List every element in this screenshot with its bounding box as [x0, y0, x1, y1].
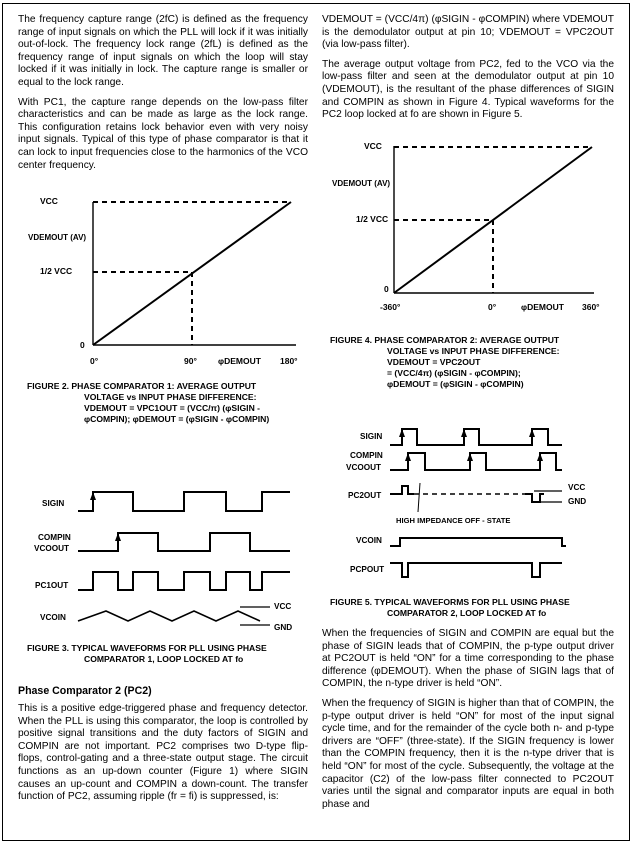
fig5-caption-line1: FIGURE 5. TYPICAL WAVEFORMS FOR PLL USING PHASE [330, 597, 570, 607]
fig5-compin-wave [390, 453, 562, 470]
fig5-sigin-label: SIGIN [360, 432, 383, 441]
fig4-x360-label: 360° [582, 302, 600, 312]
fig5-sigin-wave [390, 429, 562, 445]
fig2-caption-line3: VDEMOUT = VPC1OUT = (VCC/π) (φSIGIN - [84, 403, 261, 413]
fig5-arrow-sig3 [529, 429, 535, 437]
fig4-ylabel: VDEMOUT (AV) [332, 179, 391, 188]
fig3-sigin-wave [78, 492, 290, 511]
fig5-pcpout-wave [390, 563, 562, 577]
fig2-vcc-label: VCC [40, 196, 58, 206]
fig5-vcoin-wave [390, 538, 566, 546]
fig5-vcoout-label: VCOOUT [346, 463, 382, 472]
fig4-xlabel: φDEMOUT [521, 302, 564, 312]
fig4-caption-line2: VOLTAGE vs INPUT PHASE DIFFERENCE: [387, 346, 560, 356]
fig3-arrow-comp [115, 533, 121, 541]
fig4-caption-line4: = (VCC/4π) (φSIGIN - φCOMPIN); [387, 368, 521, 378]
fig5-arrow-sig1 [399, 429, 405, 437]
fig2-transfer-line [93, 202, 291, 345]
fig2-caption-line1: FIGURE 2. PHASE COMPARATOR 1: AVERAGE OUTPUT [27, 381, 257, 391]
fig3-pc1out-wave [78, 572, 290, 590]
right-paragraph-average: The average output voltage from PC2, fed to the VCO via the low-pass filter and seen at the demodulator output at pin 10 (VDEMOUT), is the resultant of the phase differences of SIGIN and COMPIN as shown in Figure 4. Typical waveforms for the PC2 loop locked at fo are shown in Figure 5. [322, 58, 614, 121]
figure-5-waveforms [322, 420, 622, 585]
fig3-vcc-label: VCC [274, 602, 292, 611]
left-column-bottom [18, 703, 308, 811]
fig2-xlabel: φDEMOUT [218, 356, 261, 366]
fig3-vcoin-label: VCOIN [40, 613, 66, 622]
fig3-pc1out-label: PC1OUT [35, 581, 69, 590]
fig5-arrow-comp2 [467, 453, 473, 461]
figure-5-caption [330, 597, 620, 619]
fig5-pc2out-label: PC2OUT [348, 491, 382, 500]
fig3-compin-wave [78, 533, 290, 551]
right-column-top [322, 14, 614, 129]
figure-3-waveforms [18, 478, 318, 638]
fig2-ylabel: VDEMOUT (AV) [28, 233, 87, 242]
fig5-highz-label: HIGH IMPEDANCE OFF - STATE [396, 516, 511, 525]
fig5-gnd-label: GND [568, 497, 587, 506]
figure-4-caption [330, 335, 620, 390]
fig3-arrow-sig [90, 492, 96, 500]
fig2-half-label: 1/2 VCC [40, 266, 73, 276]
fig4-xm360-label: -360° [380, 302, 401, 312]
left-paragraph-capture-range: The frequency capture range (2fC) is defined as the frequency range of input signals on which the PLL will lock if it was initially out-of-lock. The frequency lock range (2fL) is defined as the frequency range of input signals on which the loop will stay locked if it was initially in lock. The capture range is smaller or equal to the lock range. [18, 14, 308, 88]
fig4-caption-line5: φDEMOUT = (φSIGIN - φCOMPIN) [387, 379, 524, 389]
left-paragraph-pc1: With PC1, the capture range depends on the low-pass filter characteristics and can be made as large as the lock range. This configuration retains lock behavior even with very noisy input signals. Typical of this type of phase comparator is that it can lock to input frequencies close to the harmonics of the VCO center frequency. [18, 96, 308, 171]
fig2-x90-label: 90° [184, 356, 197, 366]
fig5-arrow-comp1 [405, 453, 411, 461]
fig5-highz-leader [418, 483, 420, 512]
left-column [18, 14, 308, 179]
fig2-zero-label: 0 [80, 340, 85, 350]
right-paragraph-frequency: When the frequency of SIGIN is higher than that of COMPIN, the p-type output driver is held “ON” for most of the input signal cycle time, and for the remainder of the cycle both n- and p-type drivers are “OFF” (three-state). If the SIGIN frequency is lower than the COMPIN frequency, then it is the n-type driver that is held “ON” for most of the cycle. Subsequently, the voltage at the capacitor (C2) of the low-pass filter connected to PC2OUT varies until the signal and comparator inputs are equal in both phase and [322, 697, 614, 810]
fig5-arrow-sig2 [461, 429, 467, 437]
fig2-caption-line2: VOLTAGE vs INPUT PHASE DIFFERENCE: [84, 392, 257, 402]
fig4-vcc-label: VCC [364, 141, 382, 151]
fig5-caption-line2: COMPARATOR 2, LOOP LOCKED AT fo [387, 608, 547, 618]
fig4-caption-line3: VDEMOUT = VPC2OUT [387, 357, 481, 367]
section-title-pc2: Phase Comparator 2 (PC2) [18, 685, 152, 697]
figure-2-caption [27, 381, 317, 425]
right-paragraph-phase-lead: When the frequencies of SIGIN and COMPIN are equal but the phase of SIGIN leads that of COMPIN, the p-type output driver at PC2OUT is held “ON” for a time corresponding to the phase difference (φDEMOUT). When the phase of SIGIN lags that of COMPIN, the n-type driver is held “ON”. [322, 628, 614, 690]
fig4-caption-line1: FIGURE 4. PHASE COMPARATOR 2: AVERAGE OUTPUT [330, 335, 560, 345]
fig5-arrow-comp3 [537, 453, 543, 461]
right-paragraph-transfer: VDEMOUT = (VCC/4π) (φSIGIN - φCOMPIN) where VDEMOUT is the demodulator output at pin 10; VDEMOUT = VPC2OUT (via low-pass filter). [322, 14, 614, 51]
left-paragraph-pc2: This is a positive edge-triggered phase and frequency detector. When the PLL is using this comparator, the loop is controlled by positive signal transitions and the duty factors of SIGIN and COMPIN are not important. PC2 comprises two D-type flip-flops, control-gating and a three-state output stage. The circuit functions as an up-down counter (Figure 1) where SIGIN causes an up-count and COMPIN a down-count. The transfer function of PC2, assuming ripple (fr = fi) is suppressed, is: [18, 703, 308, 803]
figure-4-graph [322, 138, 622, 323]
fig5-vcc-label: VCC [568, 483, 586, 492]
fig3-gnd-label: GND [274, 623, 293, 632]
fig3-caption-line2: COMPARATOR 1, LOOP LOCKED AT fo [84, 654, 244, 664]
fig3-caption-line1: FIGURE 3. TYPICAL WAVEFORMS FOR PLL USING PHASE [27, 643, 267, 653]
fig5-pc2out-start [390, 486, 414, 494]
fig5-pcpout-label: PCPOUT [350, 565, 385, 574]
fig3-vcoout-label: VCOOUT [34, 544, 70, 553]
figure-2-graph [18, 190, 318, 375]
fig3-vcoin-wave [78, 611, 260, 621]
right-column-bottom [322, 628, 614, 818]
figure-3-caption [27, 643, 317, 665]
fig3-sigin-label: SIGIN [42, 499, 65, 508]
fig4-half-label: 1/2 VCC [356, 214, 389, 224]
fig2-caption-line4: φCOMPIN); φDEMOUT = (φSIGIN - φCOMPIN) [84, 414, 270, 424]
fig3-compin-label: COMPIN [38, 533, 71, 542]
fig5-vcoin-label: VCOIN [356, 536, 382, 545]
fig4-x0-label: 0° [488, 302, 497, 312]
fig5-pc2out-end [525, 494, 544, 502]
fig4-zero-label: 0 [384, 284, 389, 294]
fig5-compin-label: COMPIN [350, 451, 383, 460]
fig2-x180-label: 180° [280, 356, 298, 366]
fig2-x0-label: 0° [90, 356, 99, 366]
